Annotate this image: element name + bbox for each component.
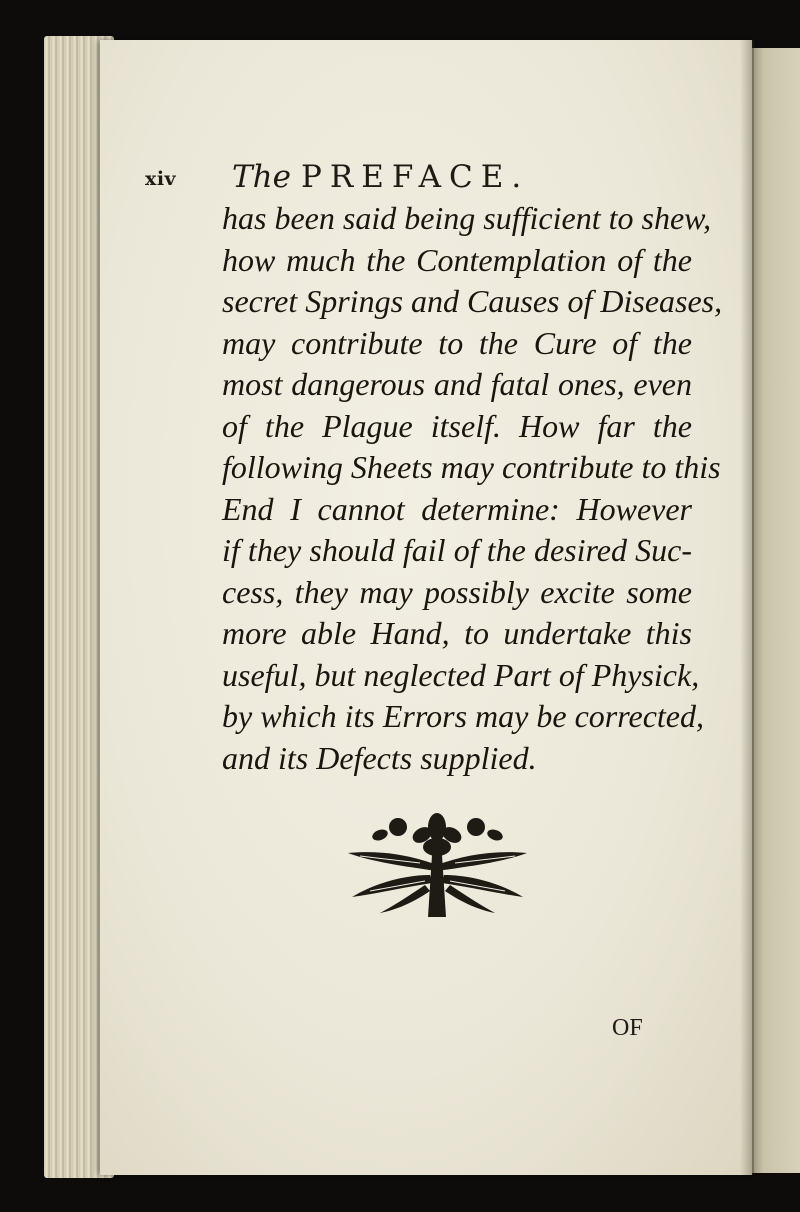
text-line: and its Defects supplied. xyxy=(222,739,537,776)
text-line: cess, they may possibly excite some xyxy=(222,573,692,610)
running-header xyxy=(232,156,529,196)
gutter-shadow xyxy=(740,40,754,1175)
text-line: following Sheets may contribute to this xyxy=(222,449,721,485)
text-line: if they should fail of the desired Suc- xyxy=(222,532,692,568)
floral-vignette-icon xyxy=(340,805,535,920)
text-line: by which its Errors may be corrected, xyxy=(222,698,704,734)
text-line: most dangerous and fatal ones, even xyxy=(222,366,692,402)
header-prefix: The xyxy=(232,159,291,195)
text-line: how much the Contemplation of the xyxy=(222,241,692,278)
text-line: secret Springs and Causes of Diseases, xyxy=(222,283,723,319)
text-line: of the Plague itself. How far the xyxy=(222,407,692,444)
text-line: End I cannot determine: However xyxy=(222,490,692,527)
catchword: OF xyxy=(612,1015,643,1041)
header-title: PREFACE. xyxy=(301,159,530,195)
text-line: has been said being sufficient to shew, xyxy=(222,200,712,236)
text-line: useful, but neglected Part of Physick, xyxy=(222,656,700,693)
facing-page xyxy=(748,48,800,1173)
preface-text xyxy=(222,198,723,779)
text-line: more able Hand, to undertake this xyxy=(222,615,692,651)
page-number: xiv xyxy=(145,168,177,190)
text-line: may contribute to the Cure of the xyxy=(222,324,692,361)
